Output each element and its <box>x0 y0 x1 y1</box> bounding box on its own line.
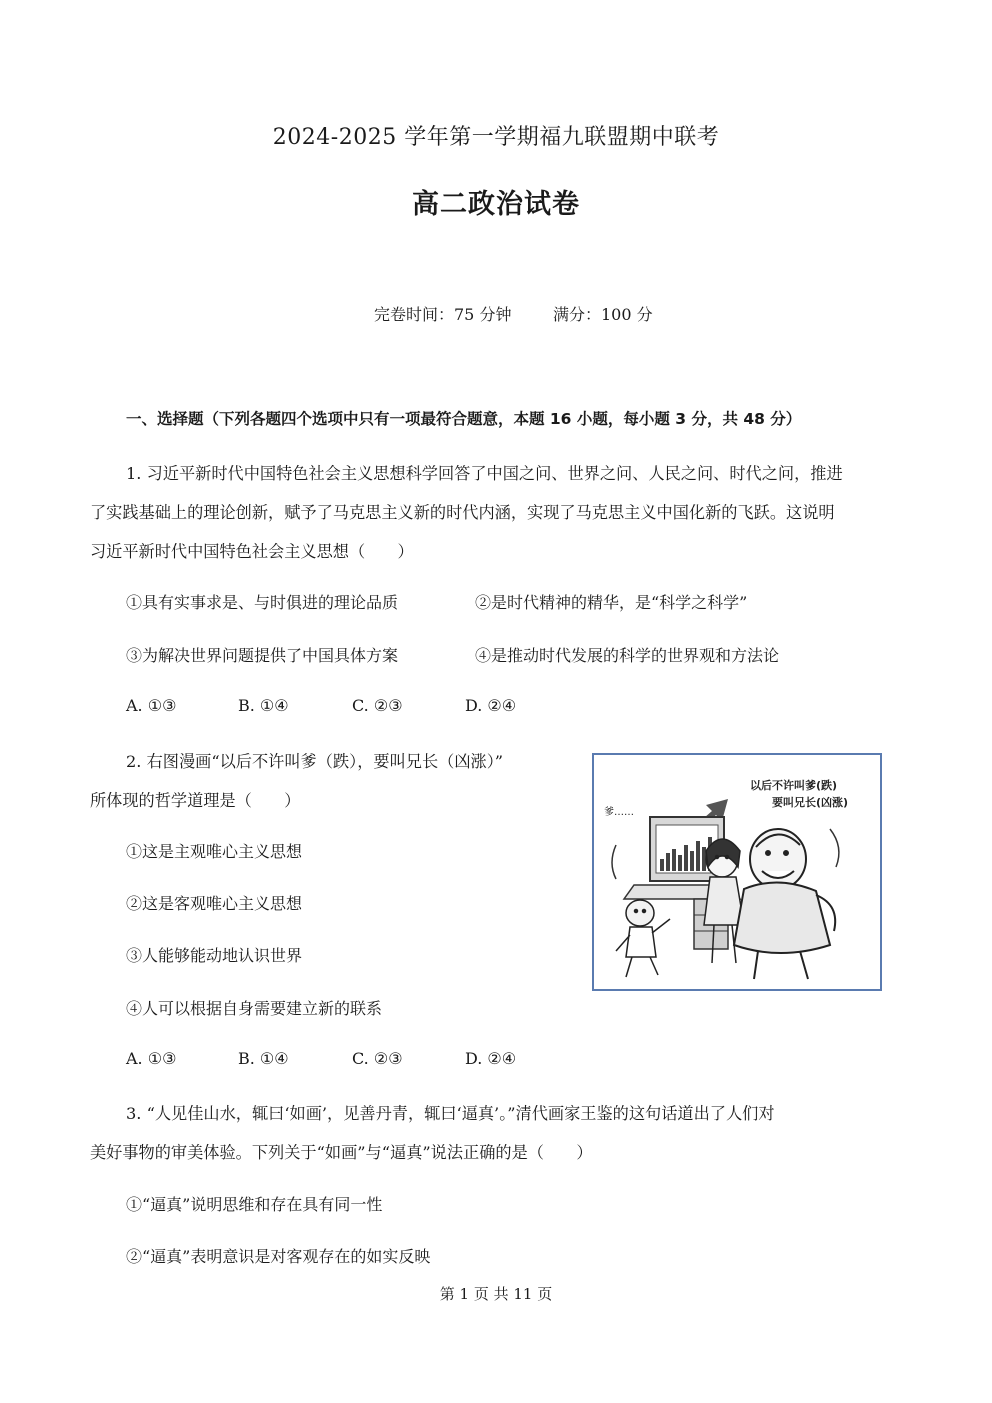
q2-line-1: 2. 右图漫画“以后不许叫爹（跌），要叫兄长（凶涨）” <box>126 752 504 771</box>
cartoon-illustration <box>594 755 880 989</box>
exam-full-score: 满分：100 分 <box>553 305 653 324</box>
q1-choice-b[interactable]: B. ①④ <box>238 696 289 715</box>
q3-line-1: 3. “人见佳山水，辄曰‘如画’，见善丹青，辄曰‘逼真’。”清代画家王鉴的这句话道出了人们对 <box>126 1104 775 1123</box>
q1-line-2: 了实践基础上的理论创新，赋予了马克思主义新的时代内涵，实现了马克思主义中国化新的飞跃。这说明 <box>90 503 835 522</box>
q1-statement-3: ③为解决世界问题提供了中国具体方案 <box>126 646 399 665</box>
q3-statement-2: ②“逼真”表明意识是对客观存在的如实反映 <box>126 1247 431 1266</box>
q2-statement-4: ④人可以根据自身需要建立新的联系 <box>126 999 383 1018</box>
cartoon-small-text: 爹…… <box>604 807 634 818</box>
exam-title: 2024-2025 学年第一学期福九联盟期中联考 <box>272 125 720 150</box>
q2-statement-2: ②这是客观唯心主义思想 <box>126 894 303 913</box>
small-man-figure <box>616 900 670 977</box>
q2-choice-c[interactable]: C. ②③ <box>352 1049 403 1068</box>
q1-line-3: 习近平新时代中国特色社会主义思想（ ） <box>90 542 414 561</box>
exam-subtitle: 高二政治试卷 <box>412 189 580 220</box>
page-footer: 第 1 页 共 11 页 <box>439 1285 553 1303</box>
q2-line-2: 所体现的哲学道理是（ ） <box>90 791 301 810</box>
q1-statement-4: ④是推动时代发展的科学的世界观和方法论 <box>475 646 780 665</box>
q1-choice-a[interactable]: A. ①③ <box>126 696 177 715</box>
q3-line-2: 美好事物的审美体验。下列关于“如画”与“逼真”说法正确的是（ ） <box>90 1143 593 1162</box>
q1-statement-1: ①具有实事求是、与时俱进的理论品质 <box>126 593 399 612</box>
q2-statement-1: ①这是主观唯心主义思想 <box>126 842 303 861</box>
q2-statement-3: ③人能够能动地认识世界 <box>126 946 303 965</box>
q3-statement-1: ①“逼真”说明思维和存在具有同一性 <box>126 1195 383 1214</box>
q1-choice-c[interactable]: C. ②③ <box>352 696 403 715</box>
cartoon-caption-2: 要叫兄长(凶涨) <box>772 796 849 809</box>
exam-duration: 完卷时间：75 分钟 <box>374 305 512 324</box>
big-man-figure <box>734 829 835 979</box>
cartoon-caption-1: 以后不许叫爹(跌) <box>750 779 838 792</box>
q1-choice-d[interactable]: D. ②④ <box>465 696 517 715</box>
q1-line-1: 1. 习近平新时代中国特色社会主义思想科学回答了中国之问、世界之问、人民之问、时代之问，推进 <box>126 464 843 483</box>
q2-cartoon <box>592 753 882 991</box>
q2-choice-d[interactable]: D. ②④ <box>465 1049 517 1068</box>
section-heading: 一、选择题（下列各题四个选项中只有一项最符合题意，本题 16 小题，每小题 3 分，共 48 分） <box>126 410 802 428</box>
q2-choice-b[interactable]: B. ①④ <box>238 1049 289 1068</box>
q1-statement-2: ②是时代精神的精华，是“科学之科学” <box>475 593 748 612</box>
q2-choice-a[interactable]: A. ①③ <box>126 1049 177 1068</box>
